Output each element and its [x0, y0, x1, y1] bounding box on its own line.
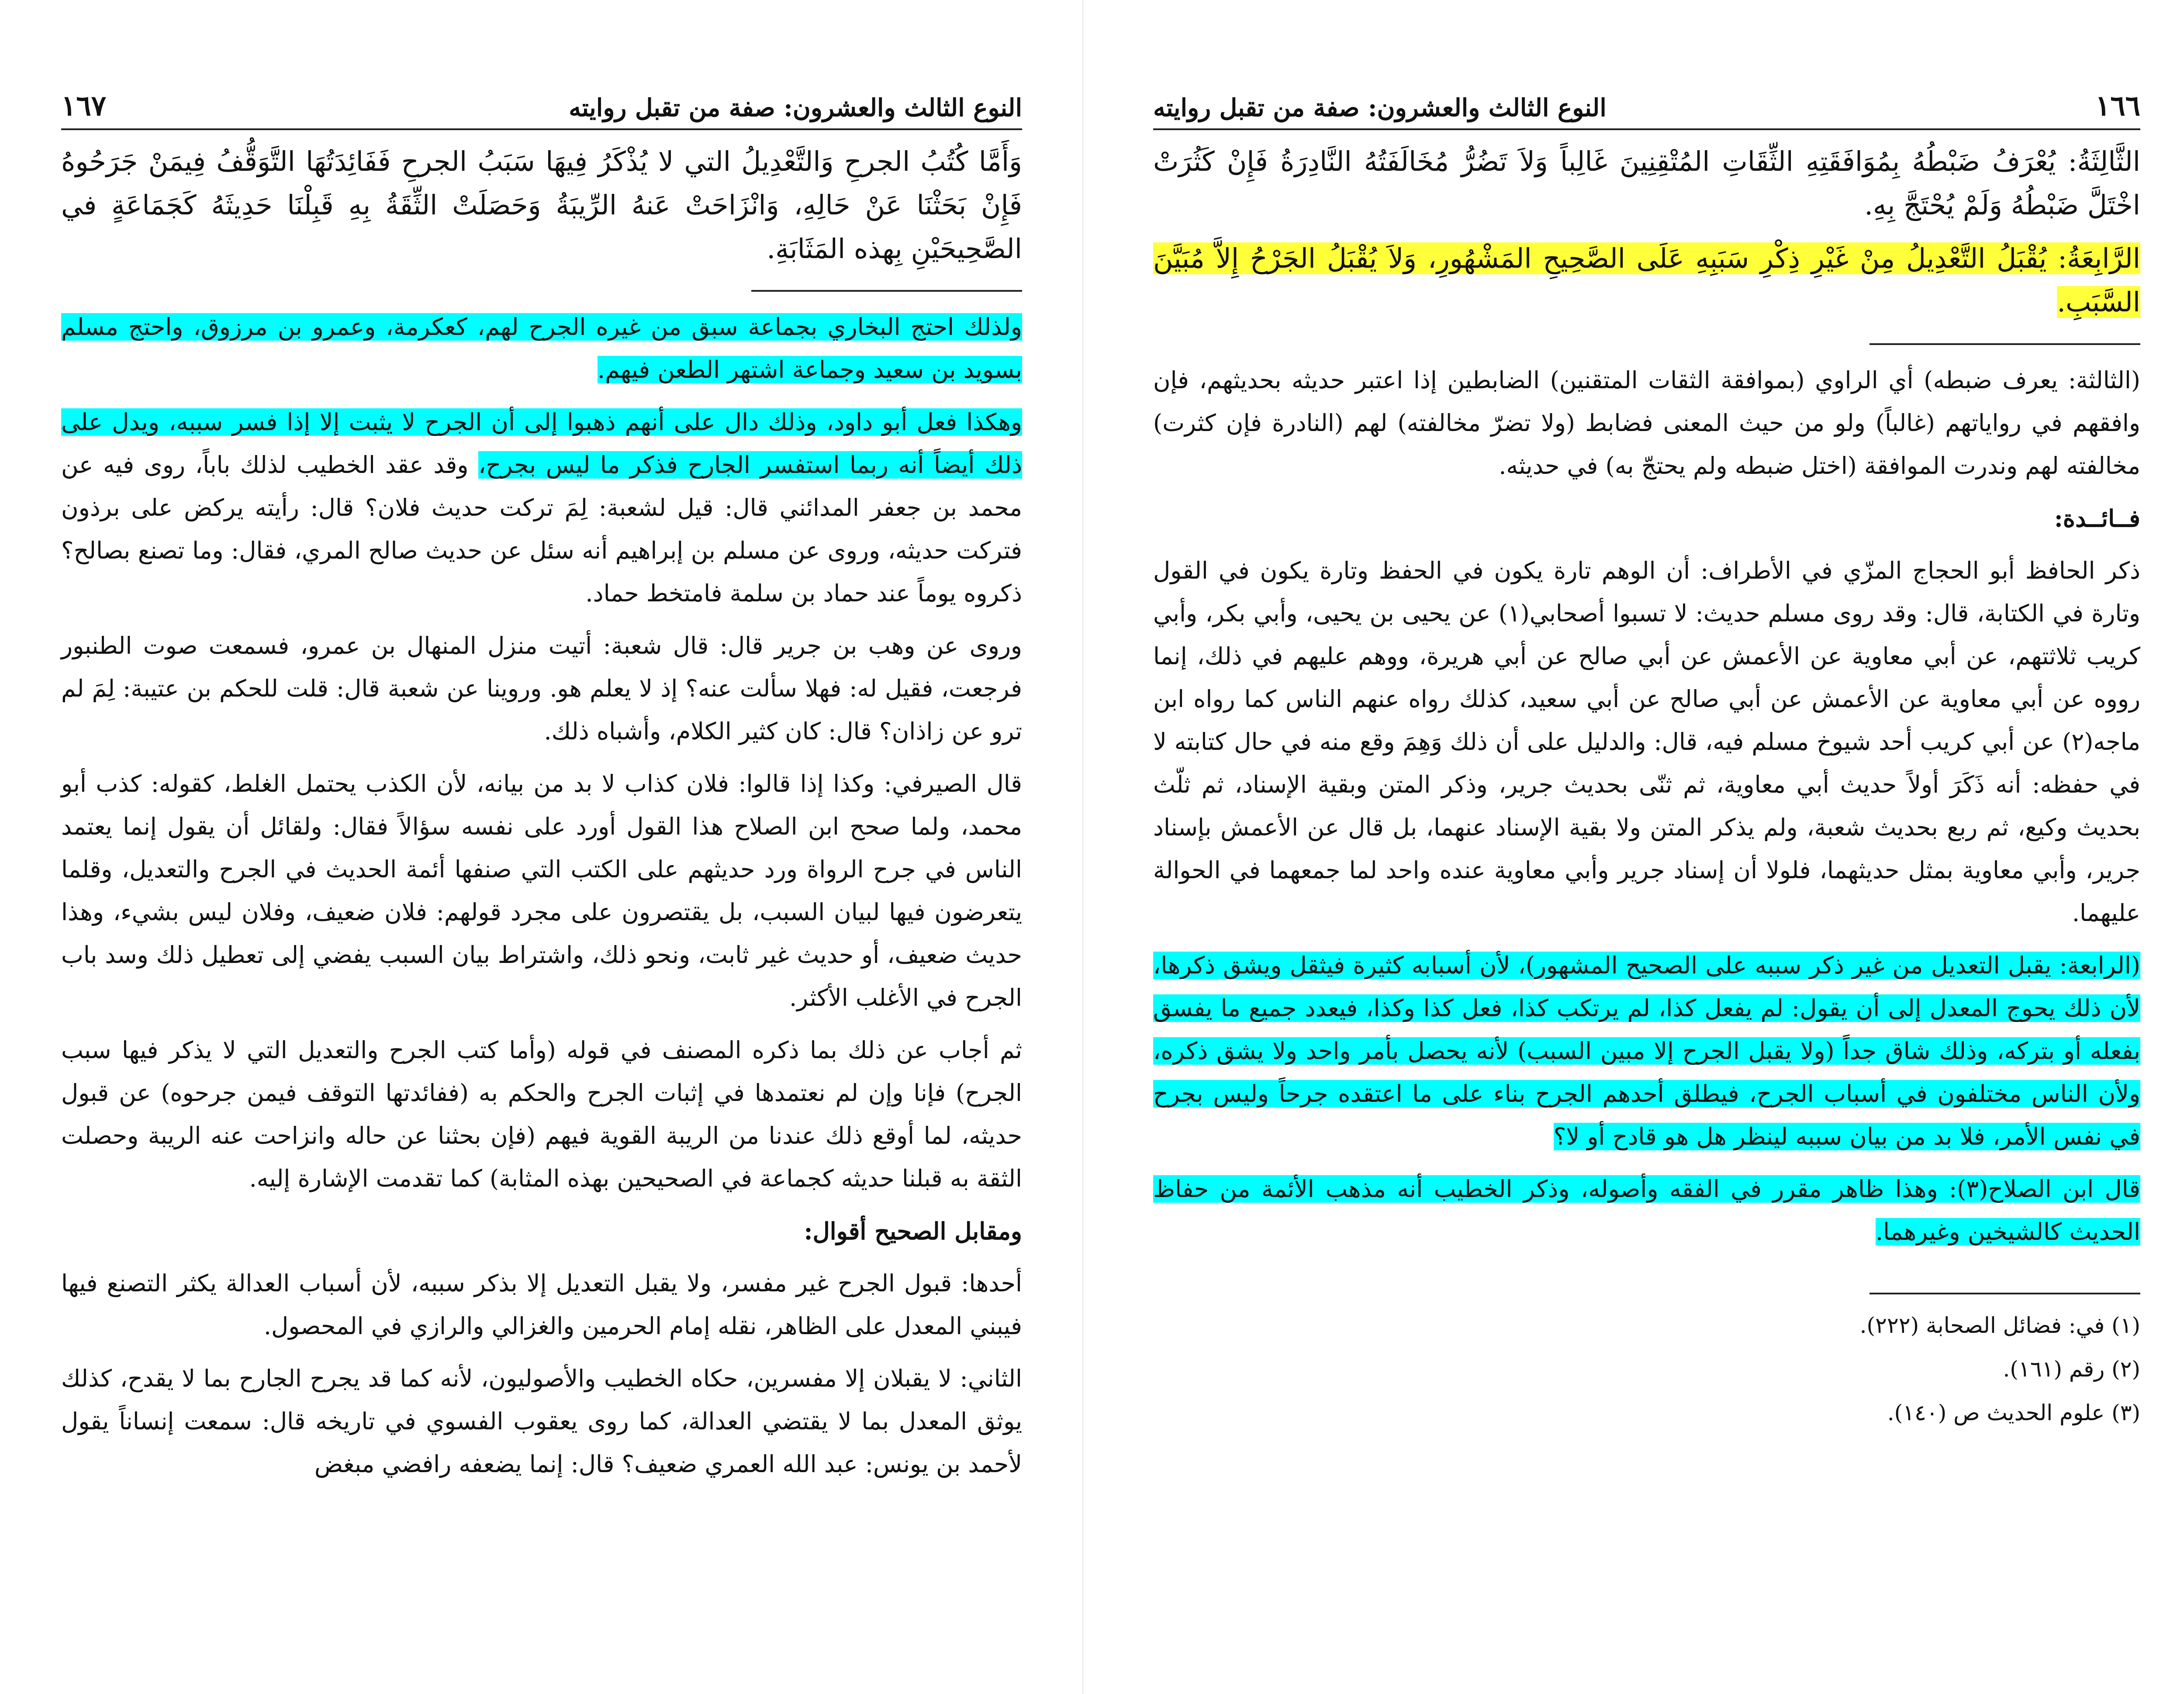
matn-text: الثَّالِثَةُ: يُعْرَفُ ضَبْطُهُ بِمُوَافَقَتِهِ الثِّقَاتِ المُتْقِنِينَ غَالِباً وَلاَ تَضُرُّ مُخَالَفَتُهُ النَّادِرَةُ فَإِنْ كَثُرَتْ اخْتَلَّ ضَبْطُهُ وَلَمْ يُحْتَجَّ بِهِ.: [1153, 145, 2140, 221]
page-number: ١٦٦: [2095, 90, 2140, 122]
page-body: [61, 140, 1022, 1495]
commentary-text: قال الصيرفي: وكذا إذا قالوا: فلان كذاب لا بد من بيانه، لأن الكذب يحتمل الغلط، كقوله: كذب أبو محمد، ولما صحح ابن الصلاح هذا القول أورد على نفسه سؤالاً فقال: ولقائل أن يقول إنما يعتمد الناس في جرح الرواة ورد حديثهم على الكتب التي صنفها أئمة الحديث في الجرح والتعديل، وقلما يتعرضون فيها لبيان السبب، بل يقتصرون على مجرد قولهم: فلان ضعيف، وفلان ليس بشيء، وهذا حديث ضعيف، أو حديث غير ثابت، ونحو ذلك، واشتراط بيان السبب يفضي إلى تعطيل ذلك وسد باب الجرح في الأغلب الأكثر.: [61, 770, 1022, 1011]
footnote: (١) في: فضائل الصحابة (٢٢٢).: [1859, 1313, 2140, 1338]
separator-rule: [1870, 343, 2140, 345]
footnote: (٢) رقم (١٦١).: [2003, 1356, 2140, 1382]
commentary-text: وقد عقد الخطيب لذلك باباً، روى فيه عن محمد بن جعفر المدائني قال: قيل لشعبة: لِمَ تركت حديث فلان؟ قال: رأيته يركض على برذون فتركت حديثه، وروى عن مسلم بن إبراهيم أنه سئل عن حديث صالح المري، فقال: وما تصنع بصالح؟ ذكروه يوماً عند حماد بن سلمة فامتخط حماد.: [61, 451, 1022, 607]
running-title: النوع الثالث والعشرون: صفة من تقبل روايته: [569, 93, 1022, 122]
commentary-text: ذكر الحافظ أبو الحجاج المزّي في الأطراف: أن الوهم تارة يكون في الحفظ وتارة يكون في القول وتارة في الكتابة، قال: وقد روى مسلم حديث: لا تسبوا أصحابي(١) عن يحيى بن يحيى، وأبي بكر، وأبي كريب ثلاثتهم، عن أبي معاوية عن الأعمش عن أبي صالح عن أبي هريرة، ووهم عليهم في ذلك، إنما رووه عن أبي معاوية عن الأعمش عن أبي صالح عن أبي سعيد، كذلك رواه عنهم الناس كما رواه ابن ماجه(٢) عن أبي كريب أحد شيوخ مسلم فيه، قال: والدليل على أن ذلك وَهِمَ وقع منه في حال كتابته لا في حفظه: أنه ذَكَرَ أولاً حديث أبي معاوية، ثم ثنّى بحديث جرير، وذكر المتن وبقية الإسناد، ثم ثلّث بحديث وكيع، ثم ربع بحديث شعبة، ولم يذكر المتن ولا بقية الإسناد عنهما، بل قال عن الأعمش بإسناد جرير، وأبي معاوية بمثل حديثهما، فلولا أن إسناد جرير وأبي معاوية عنده واحد لما جمعهما في الحوالة عليهما.: [1153, 557, 2140, 927]
footnotes: [1153, 1308, 2140, 1430]
commentary-text: أحدها: قبول الجرح غير مفسر، ولا يقبل التعديل إلا بذكر سببه، لأن أسباب العدالة يكثر التصنع فيها فيبني المعدل على الظاهر، نقله إمام الحرمين والغزالي والرازي في المحصول.: [61, 1270, 1022, 1340]
running-header: [61, 83, 1022, 130]
highlighted-passage[interactable]: وهكذا فعل أبو داود، وذلك دال على أنهم ذهبوا إلى أن الجرح لا يثبت إلا إذا فسر سببه، ويدل على ذلك أيضاً أنه ربما استفسر الجارح فذكر ما ليس بجرح،: [61, 408, 1023, 479]
commentary-text: الثاني: لا يقبلان إلا مفسرين، حكاه الخطيب والأصوليون، لأنه كما قد يجرح الجارح بما لا يقدح، كذلك يوثق المعدل بما لا يقتضي العدالة، كما روى يعقوب الفسوي في تاريخه قال: سمعت إنساناً يقول لأحمد بن يونس: عبد الله العمري ضعيف؟ قال: إنما يضعفه رافضي مبغض: [61, 1365, 1022, 1478]
page-body: [1153, 140, 2140, 1439]
commentary-text: ثم أجاب عن ذلك بما ذكره المصنف في قوله (وأما كتب الجرح والتعديل التي لا يذكر فيها سبب الجرح) فإنا وإن لم نعتمدها في إثبات الجرح والحكم به (ففائدتها التوقف فيمن جرحوه) عن قبول حديثه، لما أوقع ذلك عندنا من الريبة القوية فيهم (فإن بحثنا عن حاله وانزاحت عنه الريبة وحصلت الثقة به قبلنا حديثه كجماعة في الصحيحين بهذه المثابة) كما تقدمت الإشارة إليه.: [61, 1036, 1022, 1192]
page-167: [0, 0, 1083, 1694]
highlighted-matn[interactable]: الرَّابِعَةُ: يُقْبَلُ التَّعْدِيلُ مِنْ غَيْرِ ذِكْرِ سَبَبِهِ عَلَى الصَّحِيحِ المَشْهُورِ، وَلاَ يُقْبَلُ الجَرْحُ إِلاَّ مُبَيَّنَ السَّبَبِ.: [1153, 242, 2140, 318]
page-number: ١٦٧: [61, 90, 107, 122]
highlighted-passage[interactable]: ولذلك احتج البخاري بجماعة سبق من غيره الجرح لهم، كعكرمة، وعمرو بن مرزوق، واحتج مسلم بسويد بن سعيد وجماعة اشتهر الطعن فيهم.: [61, 313, 1023, 383]
running-header: [1153, 83, 2140, 130]
section-heading: ومقابل الصحيح أقوال:: [804, 1217, 1022, 1245]
footnote: (٣) علوم الحديث ص (١٤٠).: [1887, 1400, 2140, 1425]
highlighted-passage[interactable]: قال ابن الصلاح(٣): وهذا ظاهر مقرر في الفقه وأصوله، وذكر الخطيب أنه مذهب الأئمة من حفاظ الحديث كالشيخين وغيرهما.: [1153, 1175, 2140, 1245]
commentary-text: (الثالثة: يعرف ضبطه) أي الراوي (بموافقة الثقات المتقنين) الضابطين إذا اعتبر حديثه بحديثهم، فإن وافقهم في رواياتهم (غالباً) ولو من حيث المعنى فضابط (ولا تضرّ مخالفته) لهم (النادرة فإن كثرت) مخالفته لهم وندرت الموافقة (اختل ضبطه ولم يحتجّ به) في حديثه.: [1153, 366, 2140, 480]
commentary-text: وروى عن وهب بن جرير قال: قال شعبة: أتيت منزل المنهال بن عمرو، فسمعت صوت الطنبور فرجعت، فقيل له: فهلا سألت عنه؟ إذ لا يعلم هو. وروينا عن شعبة قال: قلت للحكم بن عتيبة: لِمَ لم ترو عن زاذان؟ قال: كان كثير الكلام، وأشباه ذلك.: [61, 632, 1022, 745]
matn-text: وَأَمَّا كُتُبُ الجرحِ وَالتَّعْدِيلُ التي لا يُذْكَرُ فِيهَا سَبَبُ الجرحِ فَفَائِدَتُهَا التَّوَقُّفُ فِيمَنْ جَرَحُوهُ فَإِنْ بَحَثْنَا عَنْ حَالِهِ، وَانْزَاحَتْ عَنهُ الرِّيبَةُ وَحَصَلَتْ الثِّقَةُ بِهِ قَبِلْنَا حَدِيثَهُ كَجَمَاعَةٍ في الصَّحِيحَيْنِ بِهذه المَثَابَةِ.: [61, 145, 1022, 265]
running-title: النوع الثالث والعشرون: صفة من تقبل روايته: [1153, 93, 1607, 122]
faida-heading: فــائــدة:: [2054, 504, 2140, 532]
highlighted-passage[interactable]: (الرابعة: يقبل التعديل من غير ذكر سببه على الصحيح المشهور)، لأن أسبابه كثيرة فيثقل ويشق ذكرها، لأن ذلك يحوج المعدل إلى أن يقول: لم يفعل كذا، لم يرتكب كذا، فعل كذا وكذا، فيعدد جميع ما يفسق بفعله أو بتركه، وذلك شاق جداً (ولا يقبل الجرح إلا مبين السبب) لأنه يحصل بأمر واحد ولا يشق ذكره، ولأن الناس مختلفون في أسباب الجرح، فيطلق أحدهم الجرح بناء على ما اعتقده جرحاً وليس بجرح في نفس الأمر، فلا بد من بيان سببه لينظر هل هو قادح أو لا؟: [1153, 952, 2140, 1150]
separator-rule: [751, 290, 1022, 292]
footnote-rule: [1870, 1293, 2140, 1294]
page-166: [1083, 0, 2184, 1694]
